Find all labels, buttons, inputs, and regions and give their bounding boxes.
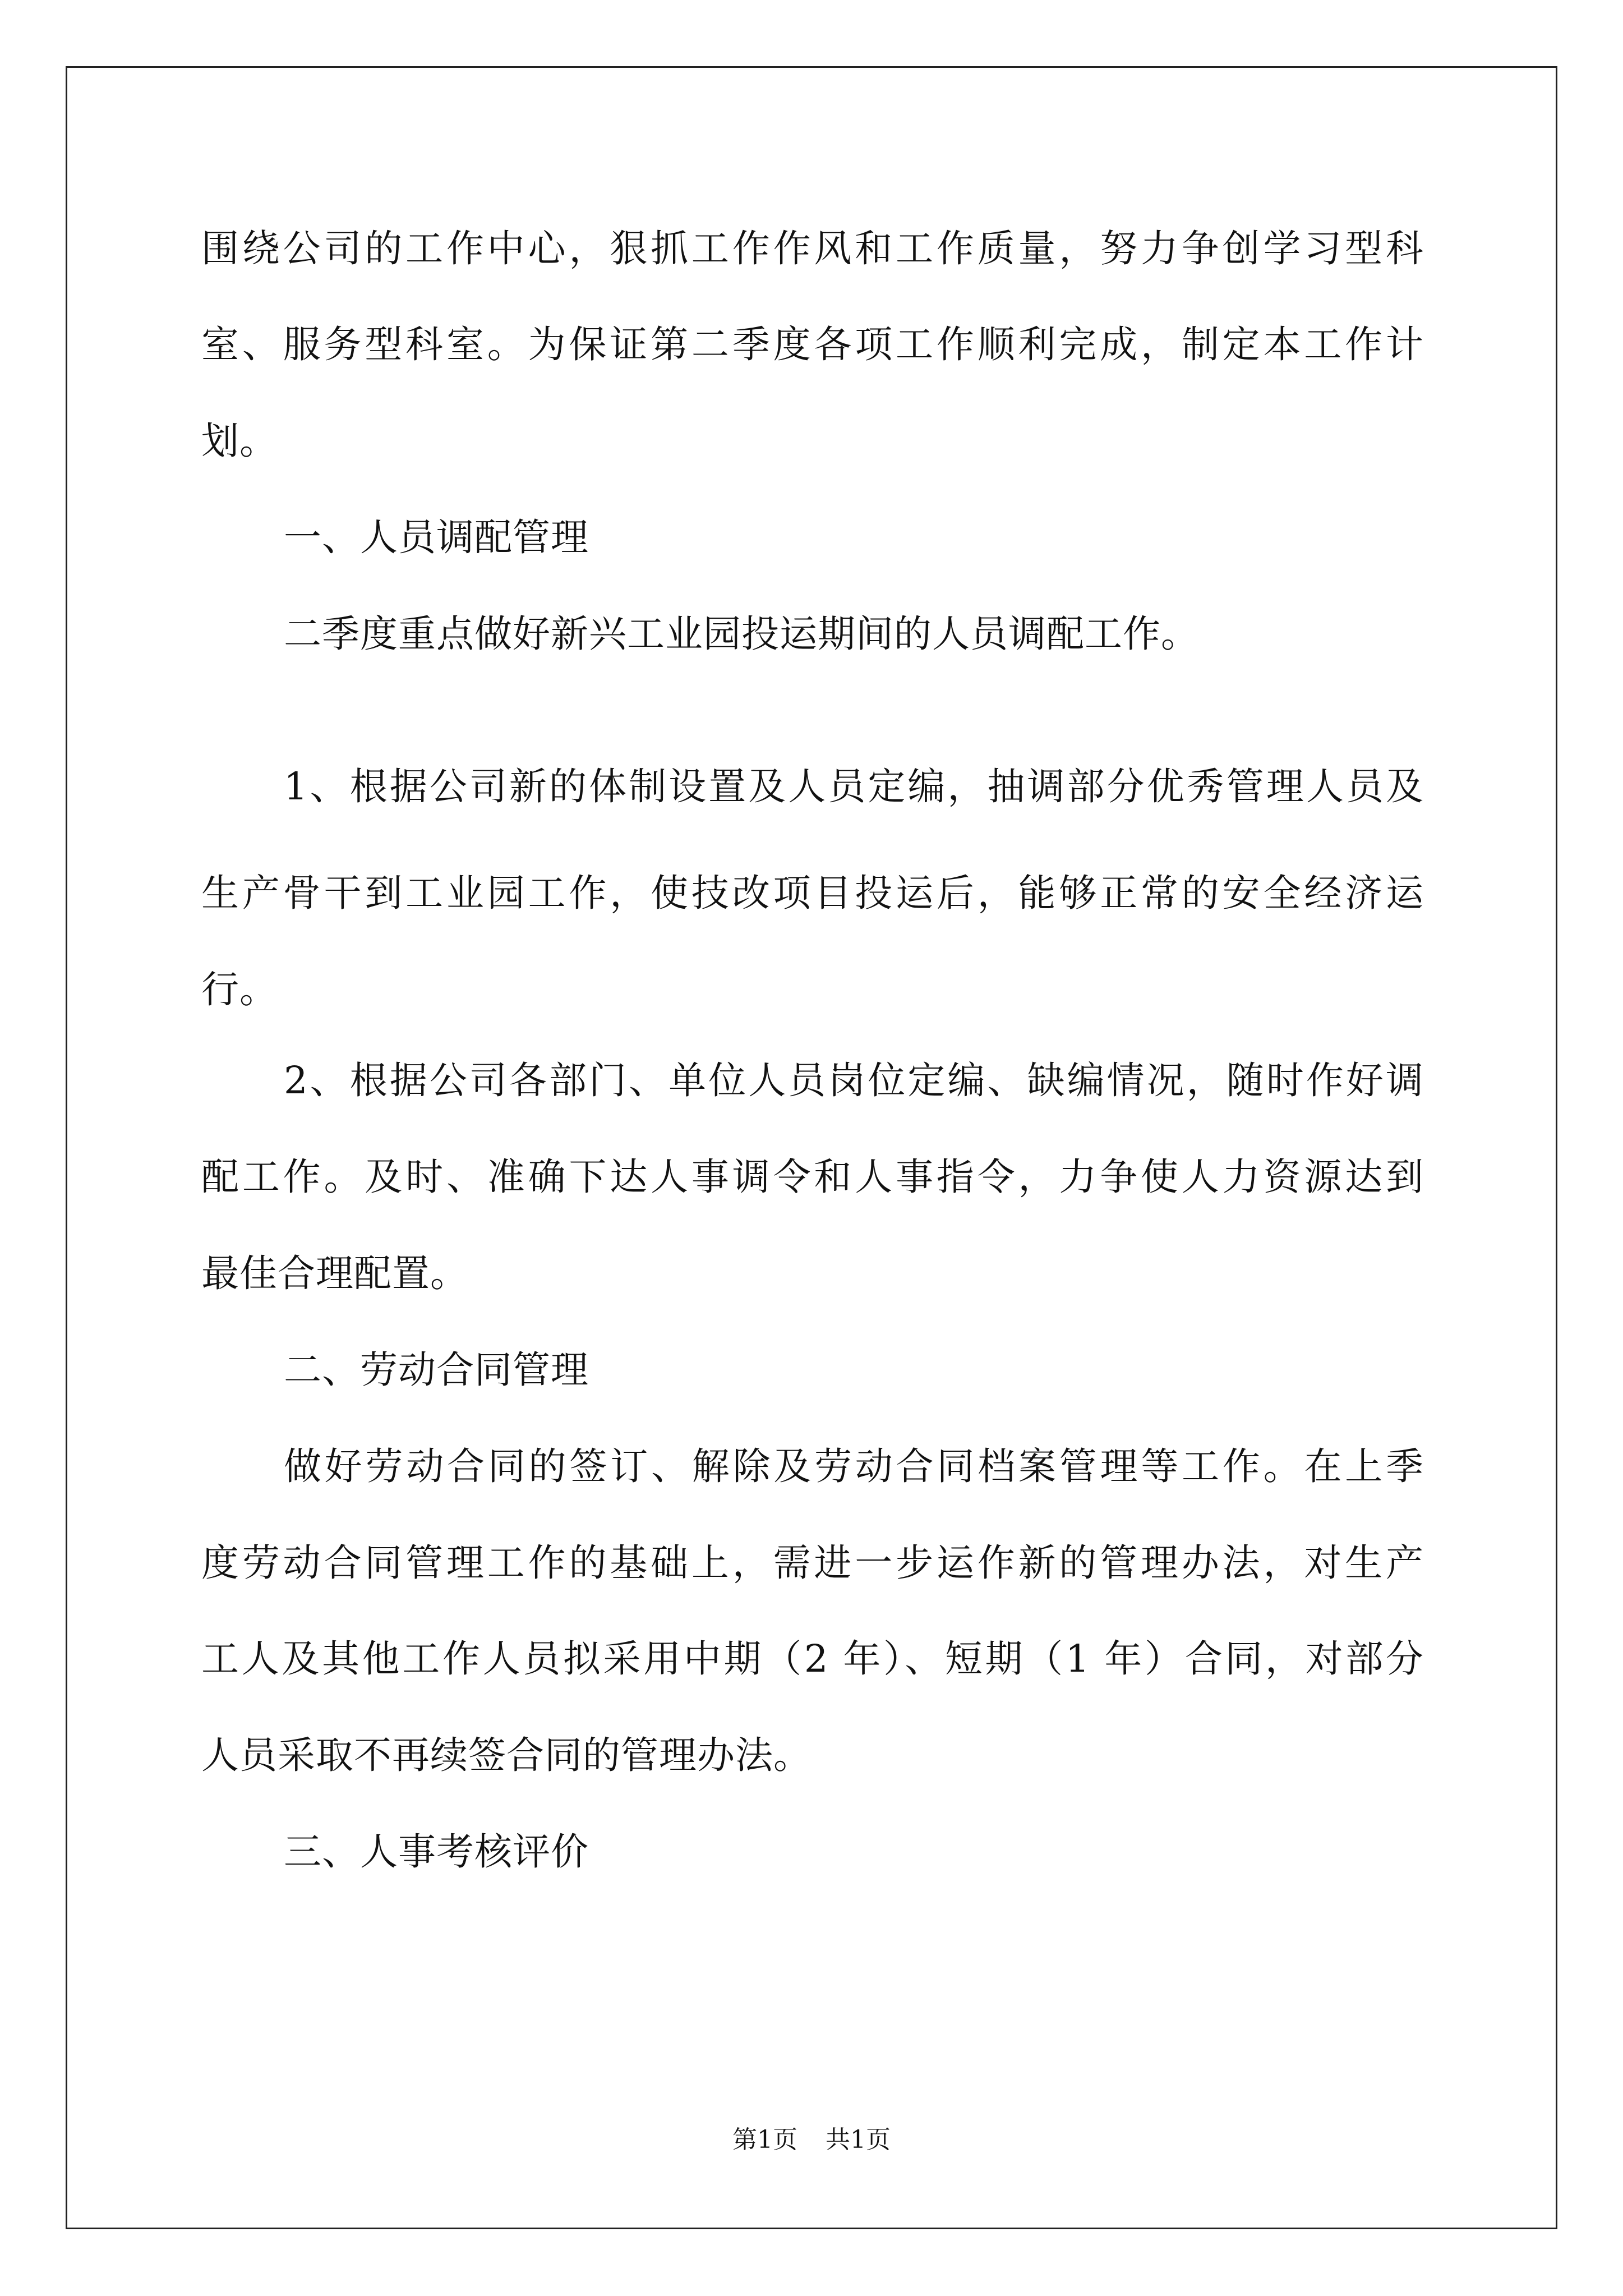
body-line: 工人及其他工作人员拟采用中期（2 年）、短期（1 年）合同，对部分 bbox=[201, 1637, 1424, 1681]
body-line: 人员采取不再续签合同的管理办法。 bbox=[201, 1733, 811, 1777]
body-line: 做好劳动合同的签订、解除及劳动合同档案管理等工作。在上季 bbox=[284, 1444, 1424, 1488]
body-line: 生产骨干到工业园工作，使技改项目投运后，能够正常的安全经济运 bbox=[201, 871, 1424, 915]
page-footer bbox=[0, 2123, 1623, 2157]
body-line: 1、根据公司新的体制设置及人员定编，抽调部分优秀管理人员及 bbox=[284, 765, 1424, 808]
body-line: 最佳合理配置。 bbox=[201, 1251, 468, 1295]
page-total: 共1页 bbox=[826, 2125, 891, 2154]
body-line: 二季度重点做好新兴工业园投运期间的人员调配工作。 bbox=[284, 612, 1199, 656]
section-heading: 一、人员调配管理 bbox=[284, 516, 589, 559]
body-line: 配工作。及时、准确下达人事调令和人事指令，力争使人力资源达到 bbox=[201, 1155, 1424, 1199]
page-number: 第1页 bbox=[732, 2125, 797, 2154]
body-line: 室、服务型科室。为保证第二季度各项工作顺利完成，制定本工作计 bbox=[201, 323, 1424, 366]
body-line: 围绕公司的工作中心，狠抓工作作风和工作质量，努力争创学习型科 bbox=[201, 227, 1424, 270]
page-border bbox=[66, 66, 1557, 2229]
body-line: 划。 bbox=[201, 419, 278, 463]
body-line: 2、根据公司各部门、单位人员岗位定编、缺编情况，随时作好调 bbox=[284, 1059, 1424, 1102]
body-line: 度劳动合同管理工作的基础上，需进一步运作新的管理办法，对生产 bbox=[201, 1541, 1424, 1585]
body-line: 行。 bbox=[201, 968, 278, 1011]
section-heading: 三、人事考核评价 bbox=[284, 1830, 589, 1874]
section-heading: 二、劳动合同管理 bbox=[284, 1348, 589, 1392]
